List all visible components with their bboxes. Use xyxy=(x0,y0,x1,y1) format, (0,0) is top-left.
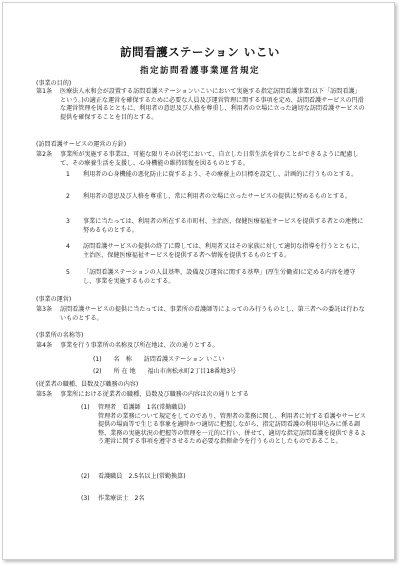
article-2 xyxy=(36,151,366,168)
document-subtitle: 指定訪問看護事業運営規定 xyxy=(139,66,260,76)
article-text: 事業所における従業者の職種、員数及び職務の内容は次の通りとする xyxy=(60,391,249,398)
article-text: 医療法人永和会が設置する訪問看護ステーションいこいにおいて実施する指定訪問看護事業(以下「訪問看護」という。)の適正な運営を確保するために必要な人員及び運営管理に関する事項を定め、訪問看護サービスの円滑な運営管理を図るとともに、利用者の意思及び人格を尊重し、利用者の立場に立った適切な訪問看護サービスの提供を確保することを目的とする。 xyxy=(60,88,365,121)
item-text: 「訪問看護ステーションの人員基準、設備及び運営に関する基準」(厚生労働省)に定める内容を遵守し、事業を実施するものとする。 xyxy=(83,269,356,285)
list-item xyxy=(66,243,366,260)
article-text: 訪問看護サービスの提供に当たっては、事業所の看護師等によってのみ行うものとし、第三者への委託は行わないものとする。 xyxy=(60,306,365,322)
item-text: 利用者の心身機能の悪化防止に資するよう、その療養上の目標を設定し、計画的に行うものとする。 xyxy=(83,171,358,178)
item-text: 利用者の意思及び人格を尊重し、常に利用者の立場に立ったサービスの提供に努めるものとする。 xyxy=(83,193,352,200)
item-number: 5 xyxy=(66,269,70,276)
item-number: 4 xyxy=(66,243,70,250)
article-4 xyxy=(36,342,366,351)
list-item xyxy=(93,354,224,363)
list-item xyxy=(66,218,366,235)
list-item xyxy=(93,366,236,375)
article-number: 第1条 xyxy=(36,88,53,95)
item-detail: 管理者の業務について規定をしてのであり、管理者の業務に関し、利用者に対する看護やサービス提供の場面等で生じる事象を適時かつ適切に把握しながら、指定訪問看護の利用申込みに係る調整、業務の実施状況の把握等の管理を一元的に行い、併せて、適切な指定訪問看護を提供できるよう運営に関する事項を遵守させるため必要な指揮命令を行うものとしたものであること。 xyxy=(98,412,367,446)
document-title: 訪問看護ステーション いこい xyxy=(120,45,280,59)
item-number: (1) xyxy=(93,356,102,363)
section-heading-staff: (従業者の職種、員数及び職務の内容) xyxy=(36,381,139,388)
article-number: 第5条 xyxy=(36,391,53,398)
item-text: 事業に当たっては、利用者の所在する市町村、主治医、保健医療福祉サービスを提供する者との連携に努めるものとする。 xyxy=(83,218,364,234)
article-number: 第2条 xyxy=(36,151,53,158)
article-number: 第4条 xyxy=(36,342,53,349)
article-3 xyxy=(36,306,366,323)
item-number: (2) xyxy=(81,473,90,480)
article-5 xyxy=(36,391,366,400)
list-item xyxy=(66,269,366,286)
section-heading-operation: (事業の運営) xyxy=(36,296,72,303)
article-text: 事業所が実施する事業は、可能な限りその居宅において、自立した日常生活を営むことができるように配慮して、その療養生活を支援し、心身機能の維持回復を図るものとする。 xyxy=(60,151,359,167)
item-number: 2 xyxy=(66,193,70,200)
row-label: 名 称 xyxy=(113,356,132,363)
item-text: 管理者 看護師 1名(常勤職員) xyxy=(98,404,186,411)
article-1 xyxy=(36,88,366,122)
item-number: (2) xyxy=(93,368,102,375)
list-item xyxy=(81,404,367,447)
section-heading-name-location: (事業所の名称等) xyxy=(36,332,84,339)
section-heading-purpose: (事業の目的) xyxy=(36,80,72,87)
item-number: (1) xyxy=(81,404,90,411)
article-text: 事業を行う事業所の名称及び所在地は、次の通りとする。 xyxy=(60,342,219,349)
row-value: 福山市南松永町2丁目18番地3号 xyxy=(147,368,237,375)
section-heading-policy: (訪問看護サービスの運営の方針) xyxy=(36,141,127,148)
row-label: 所 在 地 xyxy=(113,368,136,375)
item-text: 作業療法士 2名 xyxy=(98,495,145,502)
item-text: 看護職員 2.5名以上(常勤換算) xyxy=(98,473,186,480)
list-item xyxy=(66,171,366,180)
item-text: 訪問看護サービスの提供の終了に際しては、利用者又はその家族に対して適切な指導を行うとともに、主治医、保健医療福祉サービスを提供する者へ情報を提供するものとする。 xyxy=(83,243,364,259)
article-number: 第3条 xyxy=(36,306,53,313)
row-value: 訪問看護ステーション いこい xyxy=(143,356,225,363)
list-item xyxy=(66,193,366,202)
item-number: 3 xyxy=(66,218,70,225)
list-item xyxy=(81,473,367,482)
item-number: 1 xyxy=(66,171,70,178)
item-number: (3) xyxy=(81,495,90,502)
list-item xyxy=(81,495,367,504)
